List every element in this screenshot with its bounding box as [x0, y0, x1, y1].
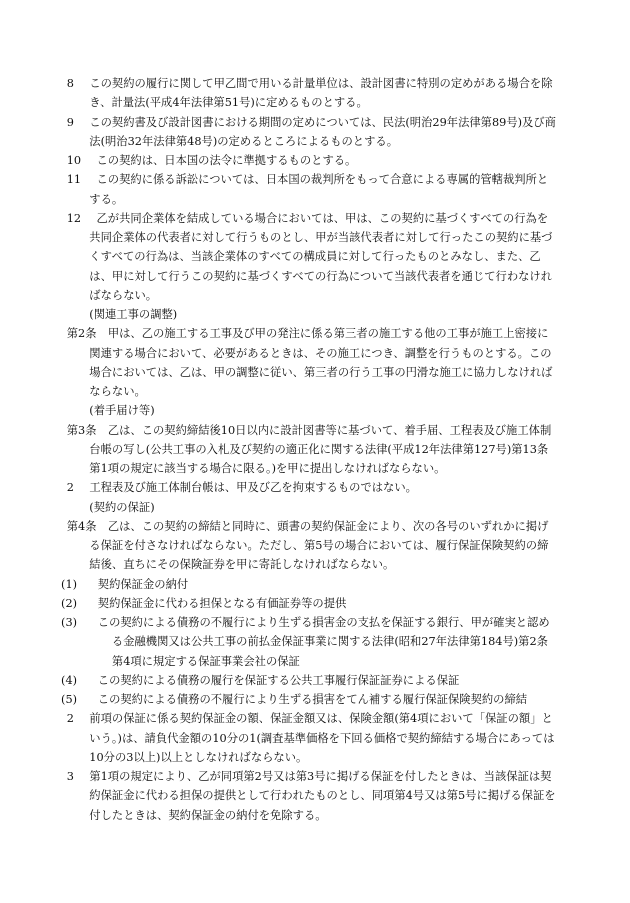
clause-text: この契約書及び設計図書における期間の定めについては、民法(明治29年法律第89号)及び商法(明治32年法律第48号)の定めるところによるものとする。 [89, 115, 556, 148]
article-number: 第2条 [66, 327, 97, 341]
article-heading: (契約の保証) [89, 500, 155, 514]
article-4 [66, 517, 558, 575]
article-3 [66, 421, 558, 479]
sub-item-text: この契約による債務の不履行により生ずる損害金の支払を保証する銀行、甲が確実と認める金融機関又は公共工事の前払金保証事業に関する法律(昭和27年法律第184号)第2条第4項に規定する保証事業会社の保証 [97, 616, 550, 668]
article-number: 第3条 [66, 423, 97, 437]
clause-text: 乙が共同企業体を結成している場合においては、甲は、この契約に基づくすべての行為を共同企業体の代表者に対して行うものとし、甲が当該代表者に対して行ったこの契約に基づくすべての行為は、当該企業体のすべての構成員に対して行ったものとみなし、また、乙は、甲に対して行うこの契約に基づくすべての行為について当該代表者を通じて行わなければならない。 [89, 211, 553, 302]
sub-item: (2) 契約保証金に代わる担保となる有価証券等の提供 [61, 596, 347, 610]
clause-number: 10 [66, 154, 82, 167]
article-heading: (関連工事の調整) [89, 308, 178, 321]
clause-item [66, 151, 558, 170]
sub-item: (1) 契約保証金の納付 [61, 577, 189, 591]
clause-text: 第1項の規定により、乙が同項第2号又は第3号に掲げる保証を付したときは、当該保証は契約保証金に代わる担保の提供として行われたものとし、同項第4号又は第5号に掲げる保証を付したときは、契約保証金の納付を免除する。 [89, 770, 556, 822]
clause-text: 前項の保証に係る契約保証金の額、保証金額又は、保険金額(第4項において「保証の額」という。)は、請負代金額の10分の1(調査基準価格を下回る価格で契約締結する場合にあっては10分の3以上)以上としなければならない。 [89, 712, 555, 764]
article-2 [66, 324, 558, 401]
clause-number: 12 [66, 211, 82, 225]
sub-item: (4) この契約による債務の履行を保証する公共工事履行保証証券による保証 [61, 673, 460, 687]
sub-item-text: この契約による債務の履行を保証する公共工事履行保証証券による保証 [97, 673, 460, 687]
clause-item: 2 前項の保証に係る契約保証金の額、保証金額又は、保険金額(第4項において「保証の額」という。)は、請負代金額の10分の1(調査基準価格を下回る価格で契約締結する場合にあっては10分の3以上)以上としなければならない。 [66, 712, 555, 764]
clause-item [66, 209, 558, 305]
clause-text: この契約に係る訴訟については、日本国の裁判所をもって合意による専属的管轄裁判所とする。 [89, 173, 549, 206]
clause-item [66, 170, 558, 209]
clause-item: 8 この契約の履行に関して甲乙間で用いる計量単位は、設計図書に特別の定めがある場合を除き、計量法(平成4年法律第51号)に定めるものとする。 [66, 77, 553, 110]
sub-item: (3) この契約による債務の不履行により生ずる損害金の支払を保証する銀行、甲が確実と認める金融機関又は公共工事の前払金保証事業に関する法律(昭和27年法律第184号)第2条第4項に規定する保証事業会社の保証 [61, 616, 550, 668]
clause-text: この契約は、日本国の法令に準拠するものとする。 [96, 154, 357, 167]
article-text: 乙は、この契約の締結と同時に、頭書の契約保証金により、次の各号のいずれかに掲げる保証を付さなければならない。ただし、第5号の場合においては、履行保証保険契約の締結後、直ちにその保険証券を甲に寄託しなければならない。 [89, 519, 549, 572]
clause-item: 9 この契約書及び設計図書における期間の定めについては、民法(明治29年法律第89号)及び商法(明治32年法律第48号)の定めるところによるものとする。 [66, 115, 556, 148]
article-text: 乙は、この契約締結後10日以内に設計図書等に基づいて、着手届、工程表及び施工体制台帳の写し(公共工事の入札及び契約の適正化に関する法律(平成12年法律第127号)第13条第1項の規定に該当する場合に限る。)を甲に提出しなければならない。 [89, 423, 552, 475]
article-text: 甲は、乙の施工する工事及び甲の発注に係る第三者の施工する他の工事が施工上密接に関連する場合において、必要があるときは、その施工につき、調整を行うものとする。この場合においては、乙は、甲の調整に従い、第三者の行う工事の円滑な施工に協力しなければならない。 [89, 327, 553, 398]
article-heading: (着手届け等) [89, 404, 155, 418]
clause-text: この契約の履行に関して甲乙間で用いる計量単位は、設計図書に特別の定めがある場合を除き、計量法(平成4年法律第51号)に定めるものとする。 [89, 77, 553, 110]
sub-item: (5) この契約による債務の不履行により生ずる損害をてん補する履行保証保険契約の締結 [61, 693, 528, 706]
clause-item: 3 第1項の規定により、乙が同項第2号又は第3号に掲げる保証を付したときは、当該保証は契約保証金に代わる担保の提供として行われたものとし、同項第4号又は第5号に掲げる保証を付したときは、契約保証金の納付を免除する。 [66, 770, 556, 822]
clause-text: 工程表及び施工体制台帳は、甲及び乙を拘束するものではない。 [89, 481, 417, 495]
sub-item-text: 契約保証金の納付 [97, 577, 189, 591]
document-body [61, 74, 558, 825]
sub-item-text: 契約保証金に代わる担保となる有価証券等の提供 [97, 596, 347, 610]
article-number: 第4条 [66, 519, 97, 533]
sub-item-text: この契約による債務の不履行により生ずる損害をてん補する履行保証保険契約の締結 [97, 693, 528, 706]
clause-item: 2 工程表及び施工体制台帳は、甲及び乙を拘束するものではない。 [66, 481, 417, 495]
clause-number: 11 [66, 173, 82, 187]
